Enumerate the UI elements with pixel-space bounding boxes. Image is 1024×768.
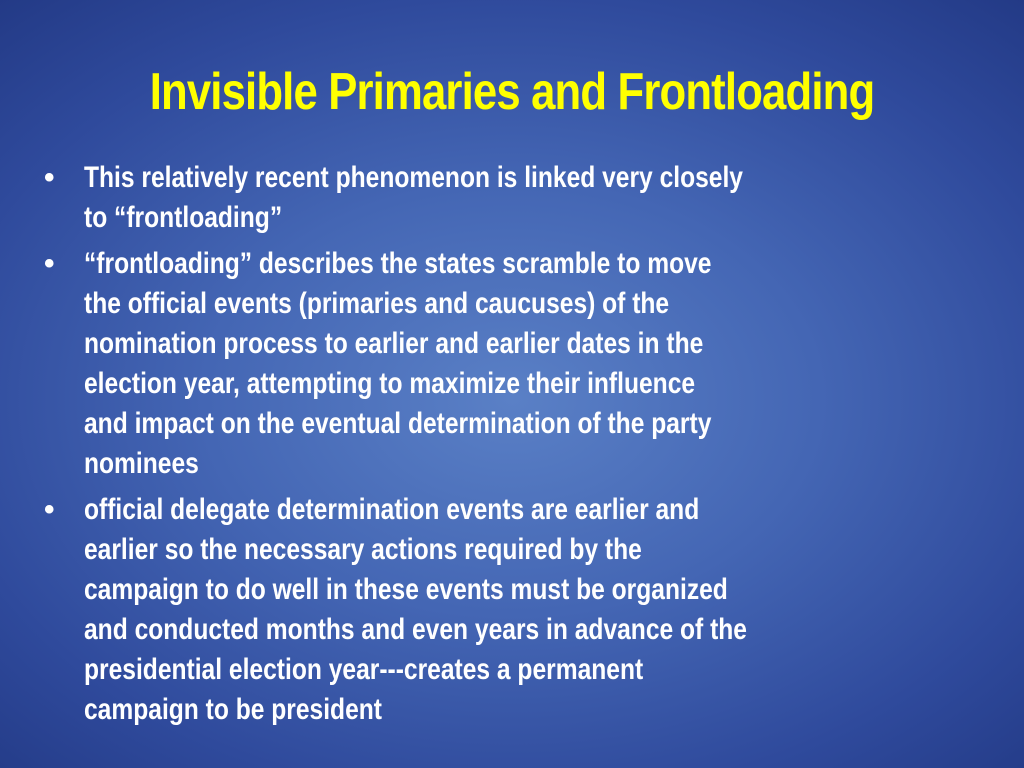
- bullet-text: [84, 158, 994, 238]
- bullet-item: [40, 158, 1004, 238]
- bullet-list: [40, 158, 1004, 736]
- bullet-line: and impact on the eventual determination of the party: [84, 407, 712, 440]
- bullet-line: earlier so the necessary actions required by the: [84, 533, 642, 566]
- bullet-line: This relatively recent phenomenon is linked very closely: [84, 161, 743, 194]
- bullet-line: nominees: [84, 447, 199, 480]
- bullet-line: presidential election year---creates a permanent: [84, 653, 644, 686]
- bullet-line: official delegate determination events are earlier and: [84, 493, 700, 526]
- bullet-line: “frontloading” describes the states scramble to move: [84, 247, 712, 280]
- bullet-line: the official events (primaries and caucuses) of the: [84, 287, 670, 320]
- bullet-text: [84, 244, 994, 484]
- bullet-line: to “frontloading”: [84, 201, 283, 234]
- bullet-text: [84, 490, 994, 730]
- bullet-item: [40, 244, 1004, 484]
- bullet-line: campaign to be president: [84, 693, 382, 726]
- bullet-line: campaign to do well in these events must be organized: [84, 573, 728, 606]
- bullet-icon: •: [44, 493, 55, 526]
- bullet-item: [40, 490, 1004, 730]
- slide-title: Invisible Primaries and Frontloading: [149, 63, 875, 121]
- bullet-line: and conducted months and even years in advance of the: [84, 613, 747, 646]
- bullet-line: nomination process to earlier and earlier dates in the: [84, 327, 704, 360]
- bullet-line: election year, attempting to maximize their influence: [84, 367, 696, 400]
- bullet-icon: •: [44, 247, 55, 280]
- bullet-icon: •: [44, 161, 55, 194]
